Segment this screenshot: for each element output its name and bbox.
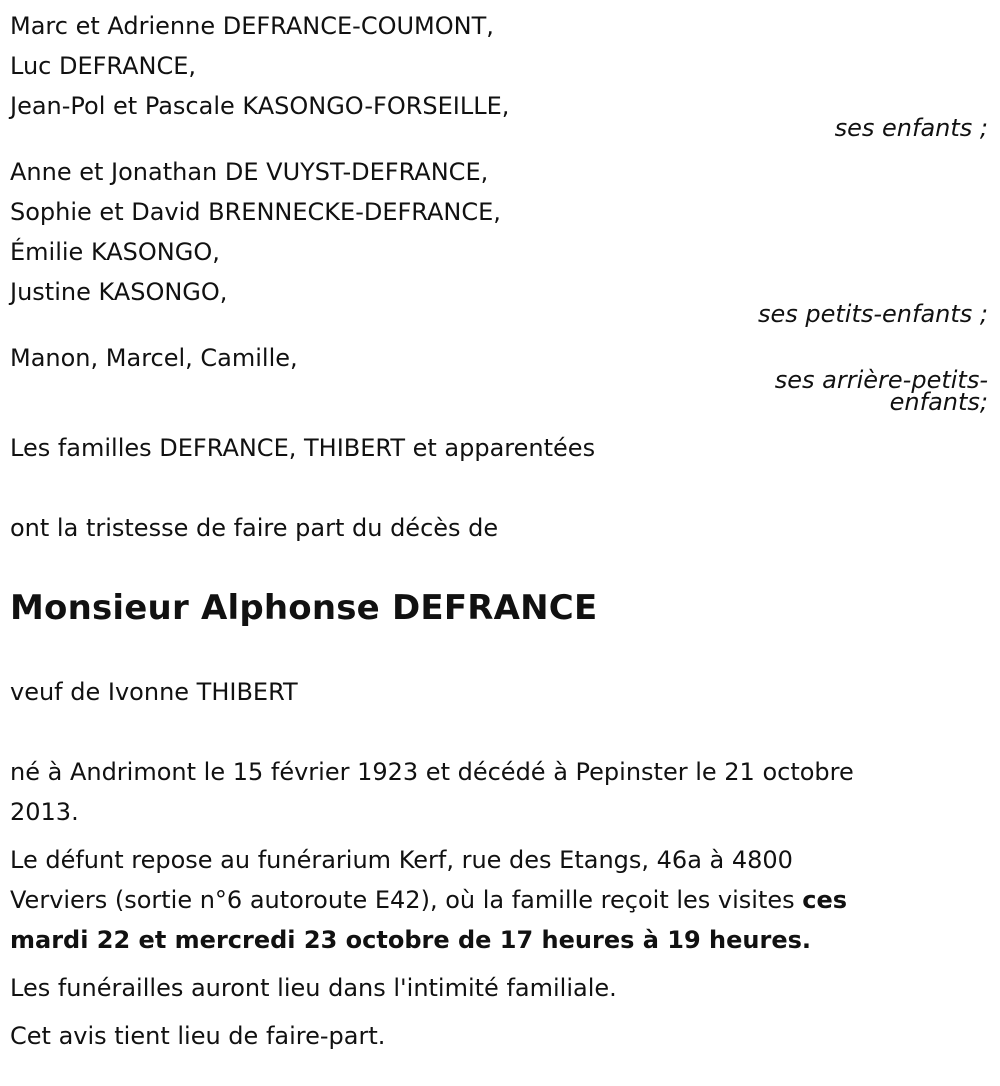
children-group [10, 6, 990, 148]
grandchild-entry: Anne et Jonathan DE VUYST-DEFRANCE, [10, 158, 489, 186]
great-grandchildren-group [10, 338, 990, 422]
grandchild-entry: Émilie KASONGO, [10, 238, 220, 266]
birth-death-line1: né à Andrimont le 15 février 1923 et décédé à Pepinster le 21 octobre [10, 758, 854, 786]
grandchild-entry: Justine KASONGO, [10, 278, 228, 306]
widow-of-line: veuf de Ivonne THIBERT [10, 678, 298, 706]
notice-line: Cet avis tient lieu de faire-part. [10, 1022, 386, 1050]
grandchildren-role-label: ses petits-enfants ; [757, 300, 988, 328]
grandchild-entry: Sophie et David BRENNECKE-DEFRANCE, [10, 198, 501, 226]
announcement-line: ont la tristesse de faire part du décès de [10, 514, 499, 542]
families-line: Les familles DEFRANCE, THIBERT et apparentées [10, 434, 596, 462]
children-role-label: ses enfants ; [834, 114, 988, 142]
visitation-paragraph [10, 840, 990, 960]
visitation-line3 [10, 920, 990, 960]
child-entry: Marc et Adrienne DEFRANCE-COUMONT, [10, 12, 494, 40]
great-grandchildren-role-label-line2: enfants; [889, 388, 988, 416]
birth-death-paragraph [10, 752, 990, 832]
child-entry: Luc DEFRANCE, [10, 52, 197, 80]
birth-death-line2: 2013. [10, 798, 79, 826]
visitation-line1: Le défunt repose au funérarium Kerf, rue des Etangs, 46a à 4800 [10, 846, 793, 874]
visitation-line2-bold: ces [802, 886, 848, 914]
great-grandchildren-role-label-line1: ses arrière-petits- [774, 366, 988, 394]
visitation-line2 [10, 880, 990, 920]
great-grandchild-entry: Manon, Marcel, Camille, [10, 344, 298, 372]
visitation-hours: mardi 22 et mercredi 23 octobre de 17 heures à 19 heures. [10, 926, 811, 954]
visitation-line2-text: Verviers (sortie n°6 autoroute E42), où la famille reçoit les visites [10, 886, 803, 914]
deceased-name: Monsieur Alphonse DEFRANCE [10, 588, 598, 628]
funeral-line: Les funérailles auront lieu dans l'intimité familiale. [10, 974, 617, 1002]
child-entry: Jean-Pol et Pascale KASONGO-FORSEILLE, [10, 92, 510, 120]
grandchildren-group [10, 152, 990, 334]
